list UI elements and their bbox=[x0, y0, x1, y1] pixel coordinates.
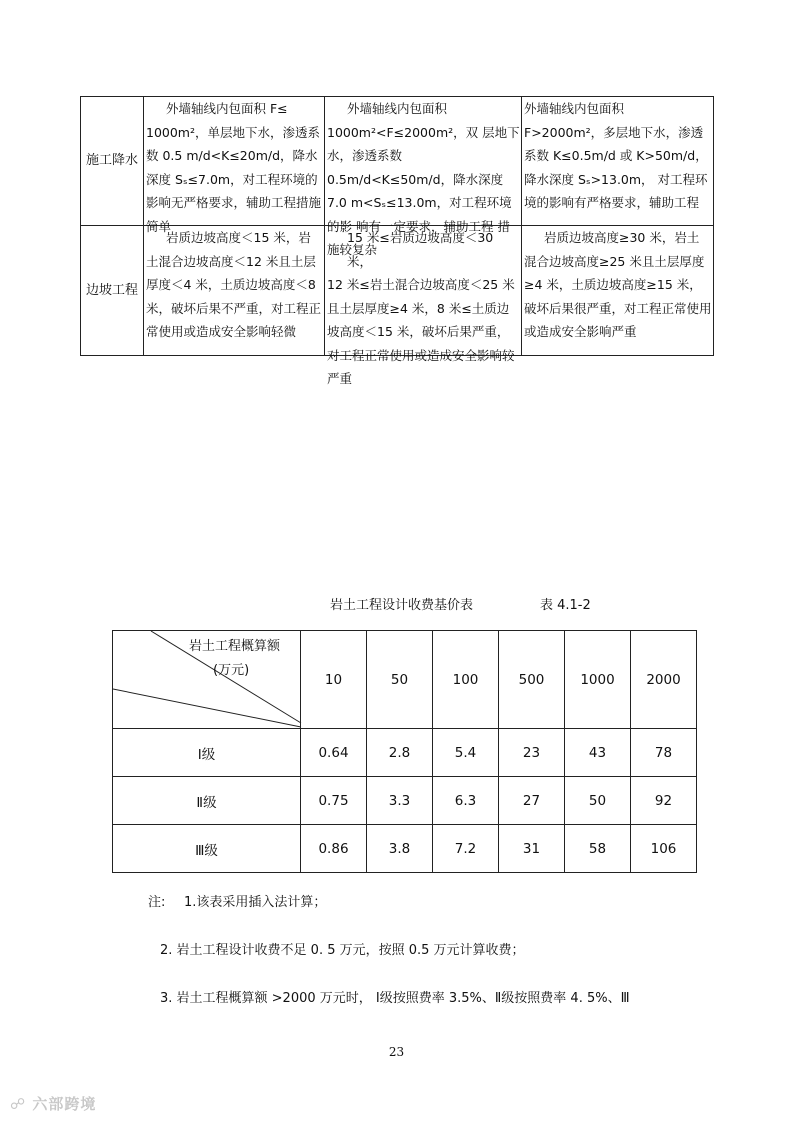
note-1: 1.该表采用插入法计算； bbox=[184, 895, 327, 910]
table-row bbox=[113, 825, 697, 873]
grade-label: Ⅱ级 bbox=[113, 777, 301, 825]
fee-table bbox=[112, 630, 697, 873]
note-2: 2. 岩土工程设计收费不足 0. 5 万元，按照 0.5 万元计算收费； bbox=[160, 943, 525, 958]
table-cell: 0.75 bbox=[301, 777, 367, 825]
table-cell: 3.8 bbox=[367, 825, 433, 873]
table-row bbox=[113, 777, 697, 825]
table-cell: 23 bbox=[499, 729, 565, 777]
page-number: 23 bbox=[388, 1045, 405, 1059]
column-header: 2000 bbox=[631, 631, 697, 729]
column-header: 10 bbox=[301, 631, 367, 729]
header-label: 岩土工程概算额 bbox=[189, 639, 281, 654]
column-header: 50 bbox=[367, 631, 433, 729]
table-cell: 外墙轴线内包面积 1000m²<F≤2000m²，双 层地下水，渗透系数 0.5m/d<K≤50m/d，降水深度 7.0 m<Sₛ≤13.0m，对工程环境的影 响有一定要求，辅助工程 措施较复杂 bbox=[325, 97, 522, 226]
table-cell: 31 bbox=[499, 825, 565, 873]
row-label: 施工降水 bbox=[81, 97, 144, 226]
table-cell: 外墙轴线内包面积 F≤ 1000m²，单层地下水，渗透系数 0.5 m/d<K≤20m/d，降水深度 Sₛ≤7.0m，对工程环境的影响无严格要求，辅助工程措施简单 bbox=[144, 97, 325, 226]
header-unit: (万元) bbox=[213, 663, 250, 678]
table-cell: 3.3 bbox=[367, 777, 433, 825]
column-header: 100 bbox=[433, 631, 499, 729]
notes-prefix: 注: bbox=[148, 895, 166, 910]
row-label: 边坡工程 bbox=[81, 226, 144, 356]
table-cell: 15 米≤岩质边坡高度＜30 米， 12 米≤岩土混合边坡高度＜25 米且土层厚度≥4 米，8 米≤土质边坡高度＜15 米，破坏后果严重，对工程正常使用或造成安全影响较严重 bbox=[325, 226, 522, 356]
watermark-logo-icon: ☍ bbox=[10, 1095, 33, 1113]
table-cell: 58 bbox=[565, 825, 631, 873]
table-cell: 92 bbox=[631, 777, 697, 825]
table-cell: 0.64 bbox=[301, 729, 367, 777]
table-row bbox=[81, 226, 714, 356]
table-cell: 5.4 bbox=[433, 729, 499, 777]
column-header: 1000 bbox=[565, 631, 631, 729]
table-cell: 6.3 bbox=[433, 777, 499, 825]
note-3: 3. 岩土工程概算额 >2000 万元时， Ⅰ级按照费率 3.5%、Ⅱ级按照费率 4. 5%、Ⅲ bbox=[160, 991, 630, 1006]
table-cell: 7.2 bbox=[433, 825, 499, 873]
table-cell: 43 bbox=[565, 729, 631, 777]
column-header: 500 bbox=[499, 631, 565, 729]
requirements-table bbox=[80, 96, 714, 386]
table-cell: 78 bbox=[631, 729, 697, 777]
table-row bbox=[113, 729, 697, 777]
table-cell: 50 bbox=[565, 777, 631, 825]
table-cell: 外墙轴线内包面积 F>2000m²，多层地下水，渗透系数 K≤0.5m/d 或 K>50m/d， 降水深度 Sₛ>13.0m， 对工程环境的影响有严格要求，辅助工程 bbox=[522, 97, 714, 226]
grade-label: Ⅲ级 bbox=[113, 825, 301, 873]
table-cell: 106 bbox=[631, 825, 697, 873]
grade-label: Ⅰ级 bbox=[113, 729, 301, 777]
watermark: ☍ 六部跨境 bbox=[10, 1095, 97, 1113]
table-cell: 2.8 bbox=[367, 729, 433, 777]
table-header-row bbox=[113, 631, 697, 729]
table-caption-number: 表 4.1-2 bbox=[540, 598, 591, 613]
table-cell: 岩质边坡高度＜15 米，岩 土混合边坡高度＜12 米且土层厚度＜4 米，土质边坡高度＜8 米，破坏后果不严重，对工程正常使用或造成安全影响轻微 bbox=[144, 226, 325, 356]
table-row bbox=[81, 97, 714, 226]
diagonal-header-cell bbox=[113, 631, 301, 729]
table-cell: 0.86 bbox=[301, 825, 367, 873]
table-cell: 27 bbox=[499, 777, 565, 825]
table-caption-title: 岩土工程设计收费基价表 bbox=[330, 598, 474, 613]
table-cell: 岩质边坡高度≥30 米，岩土 混合边坡高度≥25 米且土层厚度≥4 米，土质边坡高度≥15 米，破坏后果很严重，对工程正常使用或造成安全影响严重 bbox=[522, 226, 714, 356]
